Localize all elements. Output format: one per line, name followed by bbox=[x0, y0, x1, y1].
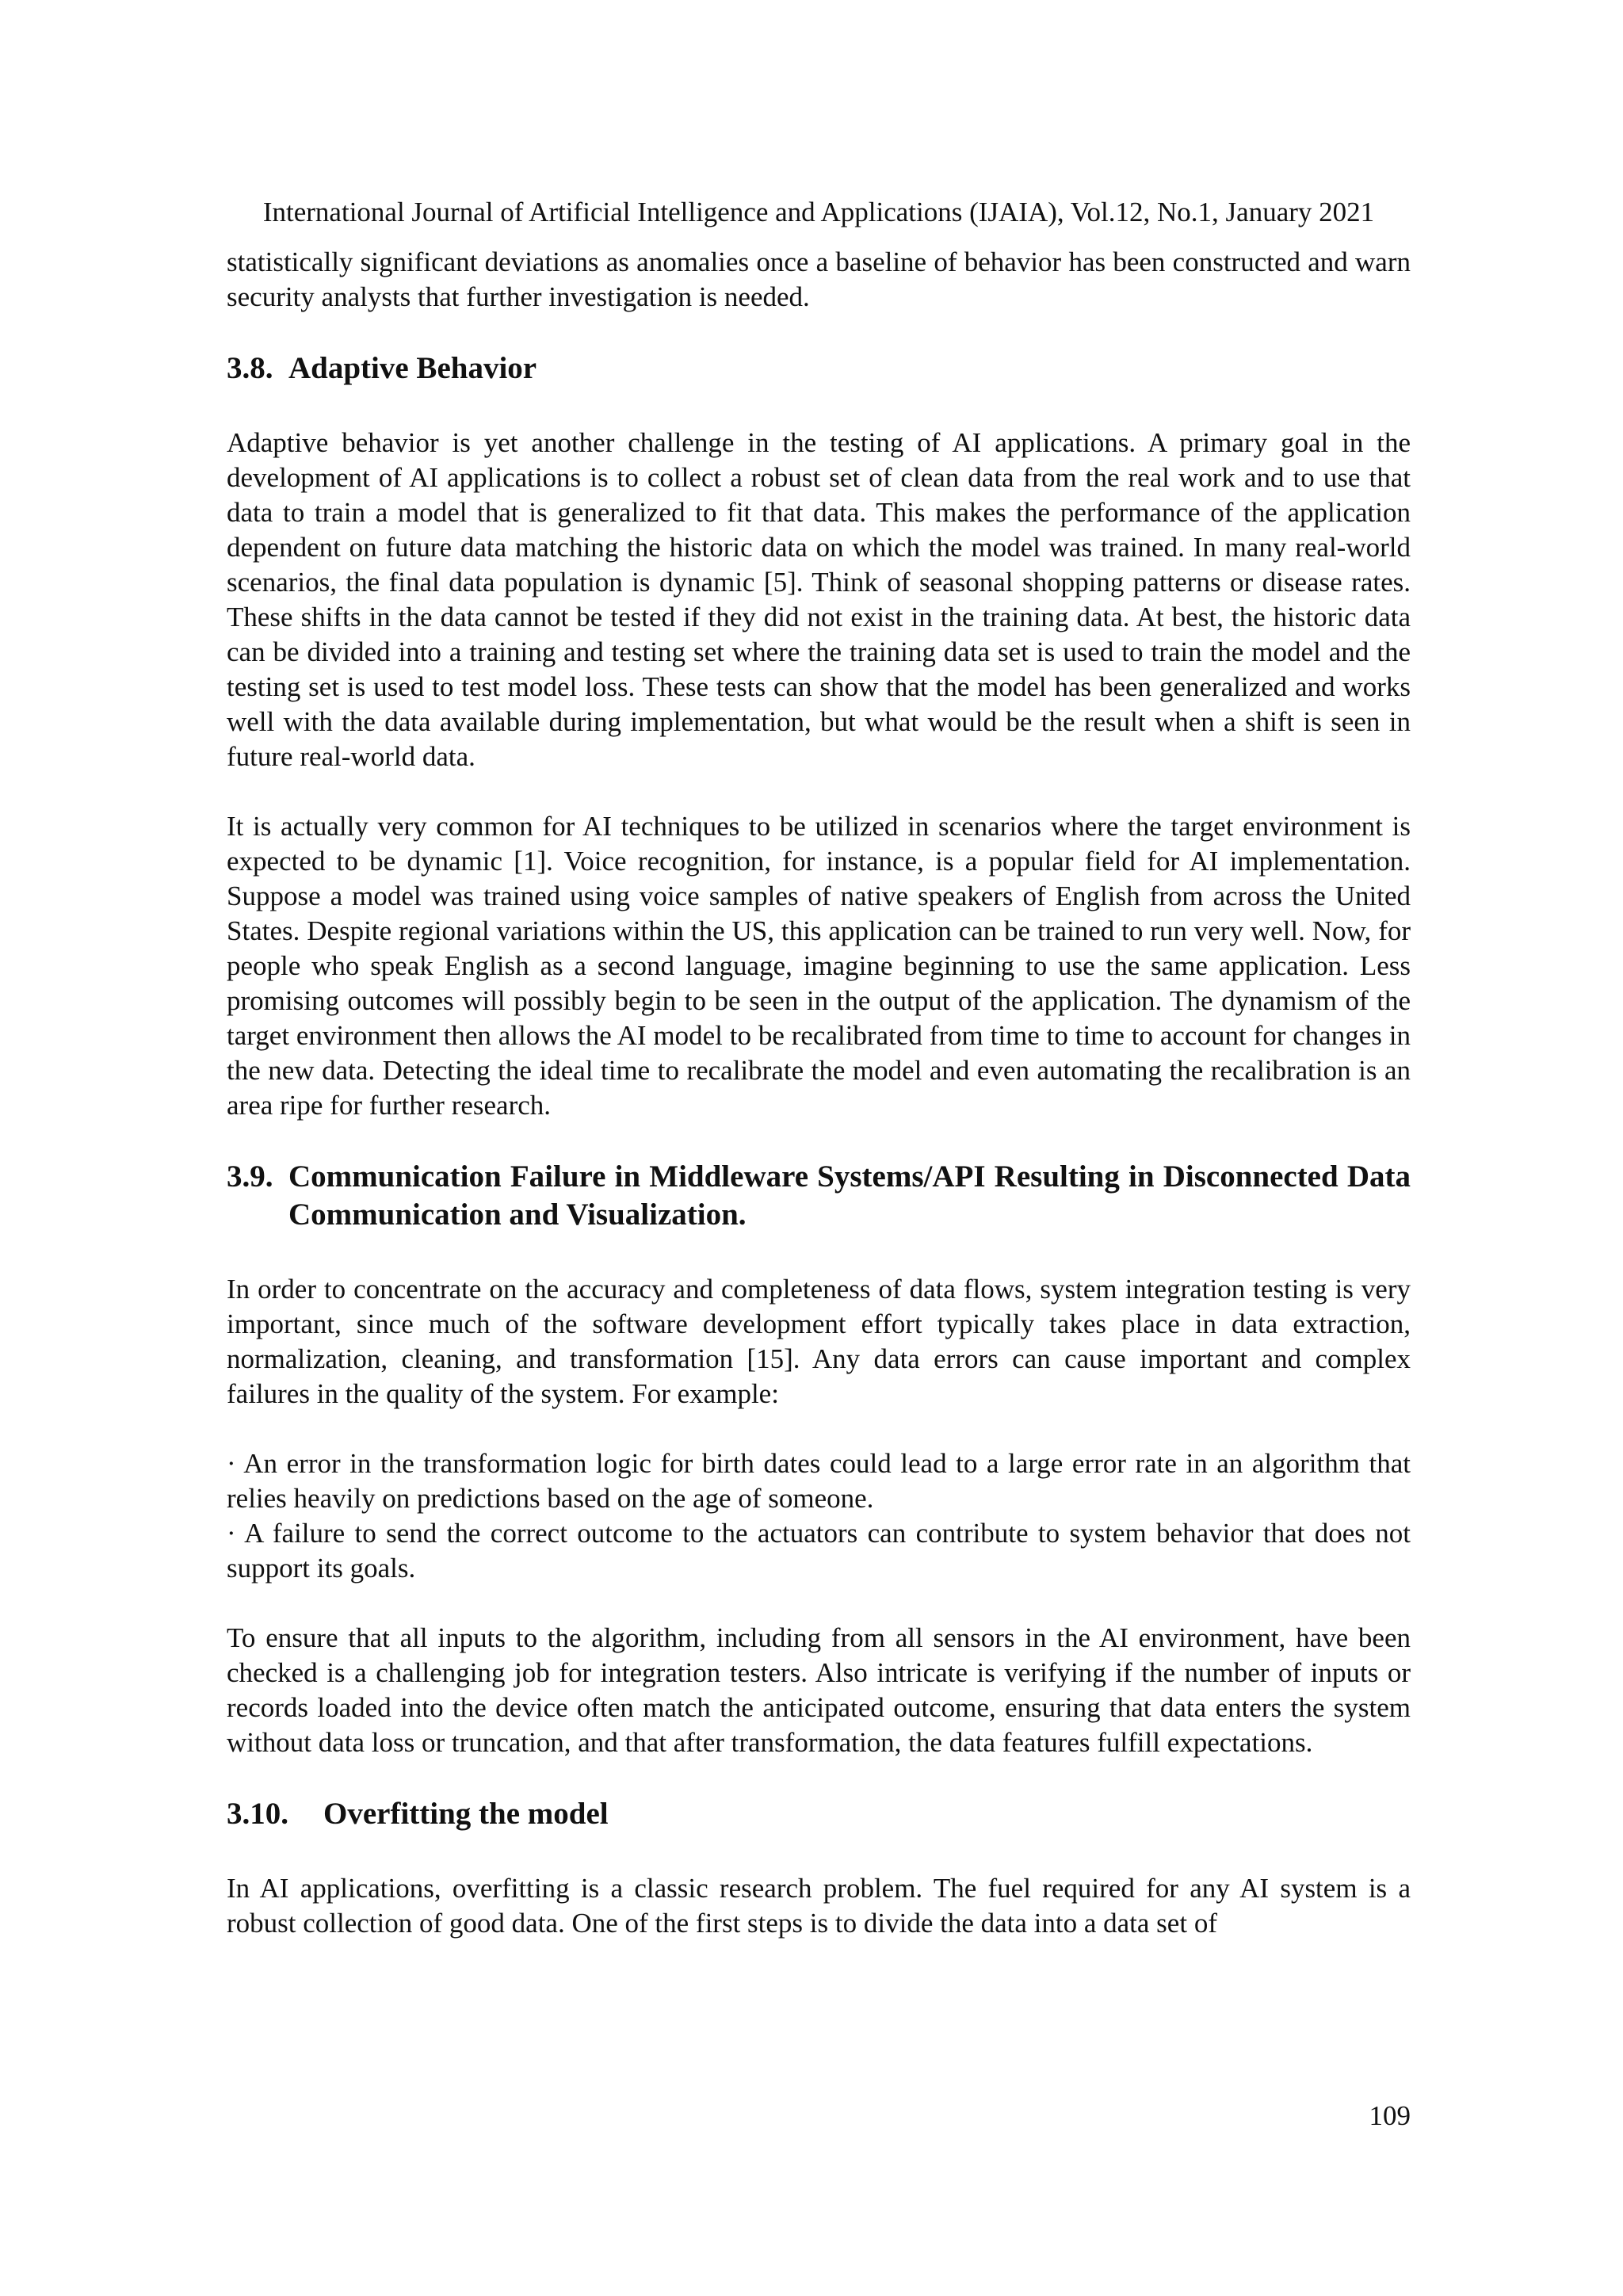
section-title: Adaptive Behavior bbox=[288, 351, 537, 385]
paragraph-3-10-1: In AI applications, overfitting is a classic research problem. The fuel required for any AI system is a robust collection of good data. One of the first steps is to divide the data into a data set of bbox=[227, 1873, 1411, 1939]
paragraph-3-9-2: To ensure that all inputs to the algorithm, including from all sensors in the AI environment, have been checked is a challenging job for integration testers. Also intricate is verifying if the number of inputs or records loaded into the device often match the anticipated outcome, ensuring that data enters the system without data loss or truncation, and that after transformation, the data features fulfill expectations. bbox=[227, 1622, 1411, 1758]
list-item: · An error in the transformation logic for birth dates could lead to a large error rate in an algorithm that relies heavily on predictions based on the age of someone. bbox=[227, 1448, 1411, 1514]
section-heading-3-8 bbox=[227, 350, 1411, 388]
paragraph-3-8-1: Adaptive behavior is yet another challenge in the testing of AI applications. A primary goal in the development of AI applications is to collect a robust set of clean data from the real work and to use that data to train a model that is generalized to fit that data. This makes the performance of the application dependent on future data matching the historic data on which the model was trained. In many real-world scenarios, the final data population is dynamic [5]. Think of seasonal shopping patterns or disease rates. These shifts in the data cannot be tested if they did not exist in the training data. At best, the historic data can be divided into a training and testing set where the training data set is used to train the model and the testing set is used to test model loss. These tests can show that the model has been generalized and works well with the data available during implementation, but what would be the result when a shift is seen in future real-world data. bbox=[227, 427, 1411, 772]
paragraph-3-8-2: It is actually very common for AI techniques to be utilized in scenarios where the target environment is expected to be dynamic [1]. Voice recognition, for instance, is a popular field for AI implementation. Suppose a model was trained using voice samples of native speakers of English from across the United States. Despite regional variations within the US, this application can be trained to run very well. Now, for people who speak English as a second language, imagine beginning to use the same application. Less promising outcomes will possibly begin to be seen in the output of the application. The dynamism of the target environment then allows the AI model to be recalibrated from time to time to account for changes in the new data. Detecting the ideal time to recalibrate the model and even automating the recalibration is an area ripe for further research. bbox=[227, 811, 1411, 1121]
page-content bbox=[227, 245, 1411, 1976]
paragraph-3-9-1: In order to concentrate on the accuracy and completeness of data flows, system integration testing is very important, since much of the software development effort typically takes place in data extraction, normalization, cleaning, and transformation [15]. Any data errors can cause important and complex failures in the quality of the system. For example: bbox=[227, 1274, 1411, 1409]
section-title: Communication Failure in Middleware Systems/API Resulting in Disconnected Data Communication and Visualization. bbox=[288, 1159, 1411, 1232]
page-number: 109 bbox=[1369, 2100, 1411, 2131]
section-title: Overfitting the model bbox=[323, 1797, 609, 1831]
running-header: International Journal of Artificial Intelligence and Applications (IJAIA), Vol.12, No.1, January 2021 bbox=[262, 197, 1375, 227]
intro-paragraph: statistically significant deviations as anomalies once a baseline of behavior has been constructed and warn security analysts that further investigation is needed. bbox=[227, 246, 1411, 312]
section-number: 3.9. bbox=[227, 1159, 273, 1194]
section-heading-3-10 bbox=[227, 1795, 1411, 1833]
section-number: 3.10. bbox=[227, 1797, 288, 1831]
section-heading-3-9 bbox=[227, 1158, 1411, 1234]
section-number: 3.8. bbox=[227, 351, 273, 385]
list-item: · A failure to send the correct outcome to the actuators can contribute to system behavior that does not support its goals. bbox=[227, 1518, 1411, 1584]
